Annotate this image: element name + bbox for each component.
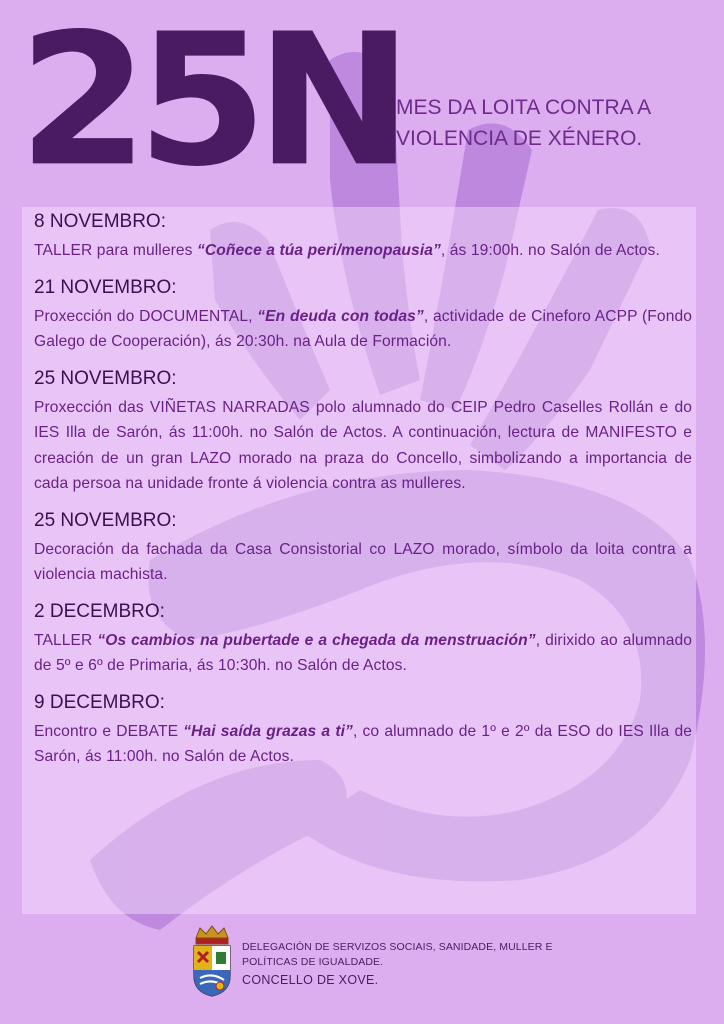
footer-line-1: DELEGACIÓN DE SERVIZOS SOCIAIS, SANIDADE, MULLER E	[242, 941, 553, 953]
event-item	[34, 598, 692, 679]
event-description: Encontro e DEBATE “Hai saída grazas a ti”, co alumnado de 1º e 2º da ESO do IES Illa de Sarón, ás 11:00h. no Salón de Actos.	[34, 722, 692, 765]
coat-of-arms-icon	[190, 924, 234, 998]
footer-line-2: POLÍTICAS DE IGUALDADE.	[242, 956, 384, 968]
event-description: Proxección do DOCUMENTAL, “En deuda con todas”, actividade de Cineforo ACPP (Fondo Galego de Cooperación), ás 20:30h. na Aula de Formación.	[34, 307, 693, 350]
event-date: 25 NOVEMBRO:	[34, 509, 177, 531]
event-item	[34, 507, 692, 588]
event-item	[34, 689, 692, 770]
event-description: TALLER para mulleres “Coñece a túa peri/menopausia”, ás 19:00h. no Salón de Actos.	[34, 242, 660, 259]
event-date: 25 NOVEMBRO:	[34, 367, 177, 389]
event-item	[34, 208, 692, 264]
event-date: 9 DECEMBRO:	[34, 691, 165, 713]
event-description: Proxección das VIÑETAS NARRADAS polo alumnado do CEIP Pedro Caselles Rollán e do IES Illa de Sarón, ás 11:00h. no Salón de Actos. A continuación, lectura de MANIFESTO e creación de un gran LAZO morado na praza do Concello, simbolizando a importancia de cada persoa na unidade fronte á violencia contra as mulleres.	[34, 398, 692, 492]
event-date: 2 DECEMBRO:	[34, 600, 165, 622]
footer-line-3: CONCELLO DE XOVE.	[242, 973, 379, 987]
logo-25n: 25N	[18, 0, 401, 208]
footer-text	[242, 940, 553, 990]
event-item	[34, 274, 692, 355]
footer	[190, 924, 720, 1000]
subtitle-line-2: VIOLENCIA DE XÉNERO.	[396, 127, 643, 150]
event-date: 8 NOVEMBRO:	[34, 211, 166, 232]
event-description: Decoración da fachada da Casa Consistorial co LAZO morado, símbolo da loita contra a violencia machista.	[34, 540, 692, 583]
event-item	[34, 365, 692, 497]
subtitle	[396, 92, 706, 154]
event-list	[34, 208, 692, 780]
event-description: TALLER “Os cambios na pubertade e a chegada da menstruación”, dirixido ao alumnado de 5º e 6º de Primaria, ás 10:30h. no Salón de Actos.	[34, 631, 693, 674]
subtitle-line-1: MES DA LOITA CONTRA A	[396, 96, 652, 119]
event-date: 21 NOVEMBRO:	[34, 276, 177, 298]
